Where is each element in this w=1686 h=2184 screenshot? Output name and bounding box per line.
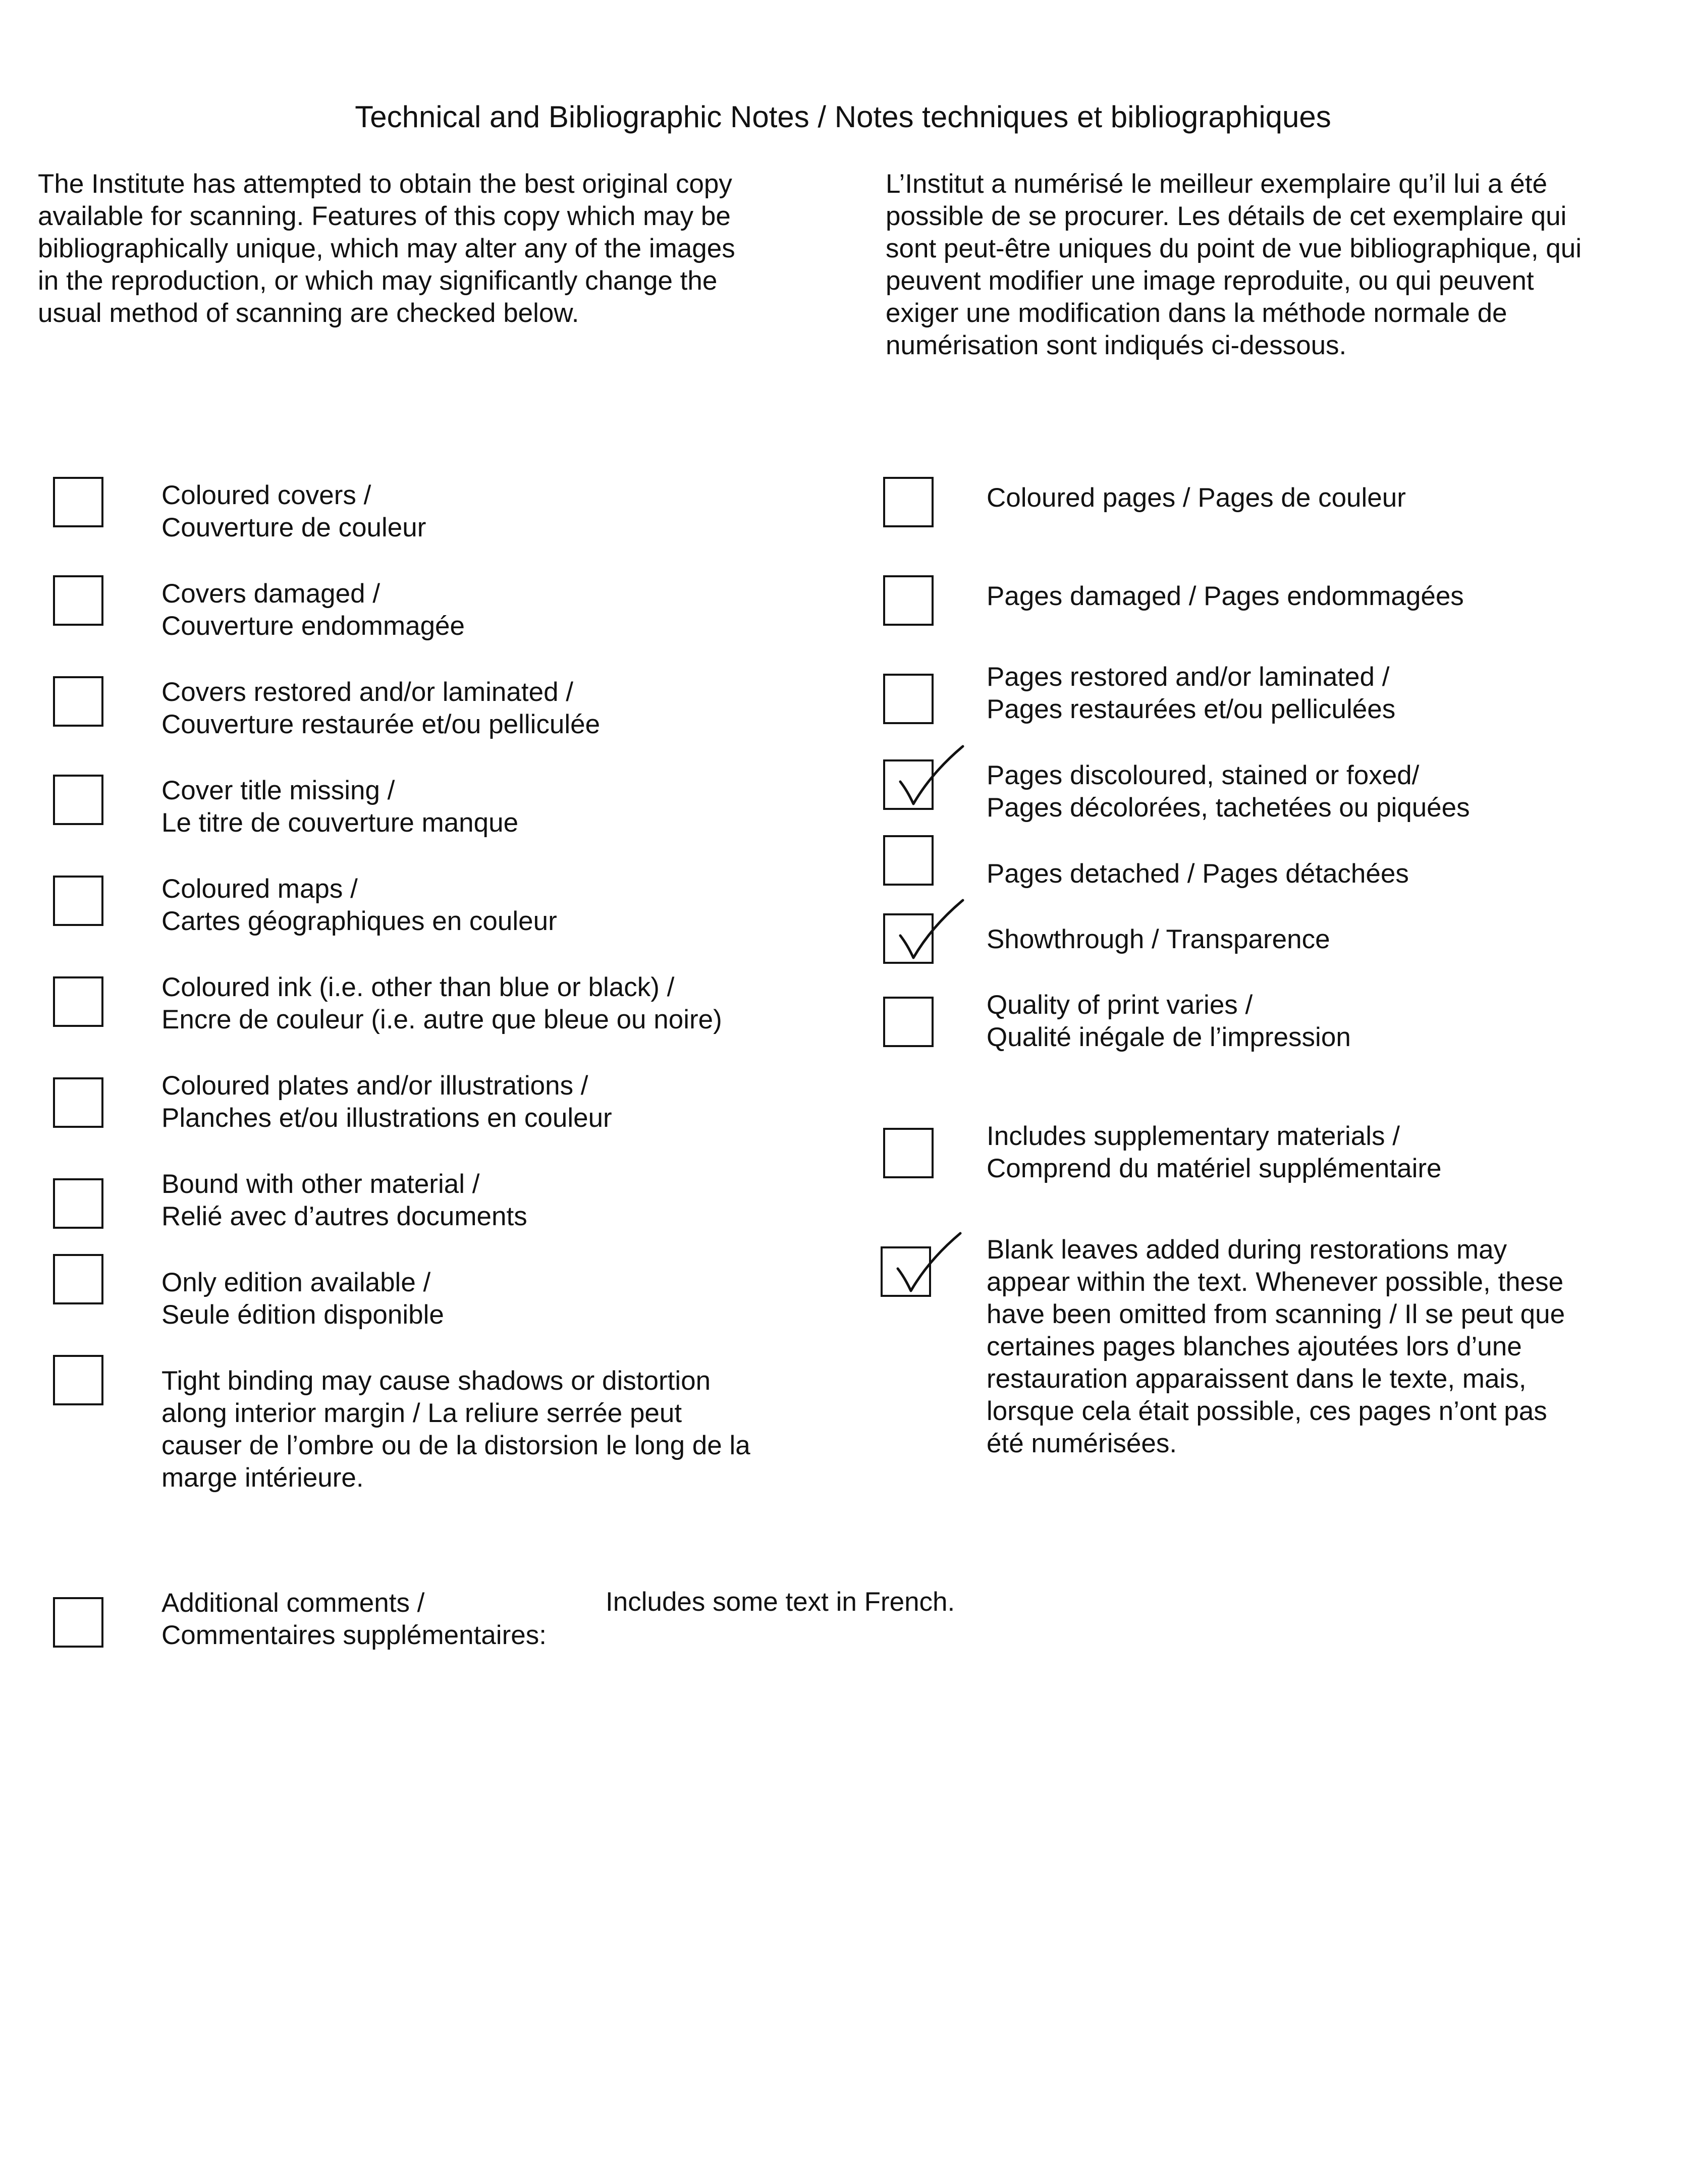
label-pages-discoloured: Pages discoloured, stained or foxed/ Pages décolorées, tachetées ou piquées [987, 760, 1470, 823]
checkbox-bound-with-other-material[interactable] [53, 1178, 103, 1229]
checkbox-coloured-covers[interactable] [53, 477, 103, 527]
checkbox-covers-damaged[interactable] [53, 575, 103, 626]
label-coloured-maps: Coloured maps / Cartes géographiques en couleur [161, 874, 557, 936]
checkbox-additional-comments[interactable] [53, 1597, 103, 1648]
label-cover-title-missing: Cover title missing / Le titre de couverture manque [161, 776, 519, 838]
page-title: Technical and Bibliographic Notes / Notes techniques et bibliographiques [355, 100, 1331, 134]
label-only-edition-available: Only edition available / Seule édition disponible [161, 1268, 444, 1330]
intro-english: The Institute has attempted to obtain the best original copy available for scanning. Features of this copy which may be bibliographically unique, which may alter any of the images in the reproduction, or which may significantly change the usual method of scanning are checked below. [38, 169, 735, 328]
checkbox-cover-title-missing[interactable] [53, 775, 103, 825]
checkbox-blank-leaves[interactable] [881, 1246, 931, 1297]
label-pages-detached: Pages detached / Pages détachées [987, 859, 1409, 889]
check-mark-icon [896, 742, 967, 813]
additional-comments-value: Includes some text in French. [606, 1587, 955, 1617]
label-tight-binding: Tight binding may cause shadows or distortion along interior margin / La reliure serrée peut causer de l’ombre ou de la distorsion le long de la marge intérieure. [161, 1366, 750, 1493]
label-blank-leaves: Blank leaves added during restorations may appear within the text. Whenever possible, these have been omitted from scanning / Il se peut que certaines pages blanches ajoutées lors d’une restauration apparaissent dans le texte, mais, lorsque cela était possible, ces pages n’ont pas été numérisées. [987, 1235, 1565, 1458]
label-coloured-pages: Coloured pages / Pages de couleur [987, 483, 1406, 513]
checkbox-tight-binding[interactable] [53, 1355, 103, 1405]
checkbox-only-edition-available[interactable] [53, 1254, 103, 1304]
label-quality-of-print: Quality of print varies / Qualité inégale de l’impression [987, 990, 1351, 1052]
label-covers-restored: Covers restored and/or laminated / Couverture restaurée et/ou pelliculée [161, 677, 601, 739]
checkbox-quality-of-print[interactable] [883, 997, 934, 1047]
checkbox-coloured-maps[interactable] [53, 876, 103, 926]
check-mark-icon [896, 896, 967, 967]
check-mark-icon [894, 1229, 964, 1300]
checkbox-pages-restored[interactable] [883, 674, 934, 724]
checkbox-coloured-plates[interactable] [53, 1077, 103, 1128]
label-coloured-ink: Coloured ink (i.e. other than blue or black) / Encre de couleur (i.e. autre que bleue ou noire) [161, 972, 722, 1034]
label-pages-damaged: Pages damaged / Pages endommagées [987, 581, 1464, 611]
label-covers-damaged: Covers damaged / Couverture endommagée [161, 579, 465, 641]
checkbox-coloured-ink[interactable] [53, 976, 103, 1027]
checkbox-pages-discoloured[interactable] [883, 759, 934, 810]
checkbox-covers-restored[interactable] [53, 676, 103, 727]
checkbox-showthrough[interactable] [883, 913, 934, 964]
label-supplementary-materials: Includes supplementary materials / Comprend du matériel supplémentaire [987, 1121, 1442, 1183]
intro-french: L’Institut a numérisé le meilleur exemplaire qu’il lui a été possible de se procurer. Les détails de cet exemplaire qui sont peut-être uniques du point de vue bibliographique, qui peuvent modifier une image reproduite, ou qui peuvent exiger une modification dans la méthode normale de numérisation sont indiqués ci-dessous. [886, 169, 1582, 360]
label-bound-with-other-material: Bound with other material / Relié avec d’autres documents [161, 1169, 527, 1231]
label-coloured-plates: Coloured plates and/or illustrations / Planches et/ou illustrations en couleur [161, 1071, 612, 1133]
checkbox-coloured-pages[interactable] [883, 477, 934, 527]
checkbox-pages-damaged[interactable] [883, 575, 934, 626]
label-coloured-covers: Coloured covers / Couverture de couleur [161, 480, 426, 542]
checkbox-supplementary-materials[interactable] [883, 1128, 934, 1178]
label-pages-restored: Pages restored and/or laminated / Pages restaurées et/ou pelliculées [987, 662, 1396, 724]
checkbox-pages-detached[interactable] [883, 835, 934, 886]
label-additional-comments: Additional comments / Commentaires supplémentaires: [161, 1588, 547, 1650]
label-showthrough: Showthrough / Transparence [987, 924, 1330, 954]
